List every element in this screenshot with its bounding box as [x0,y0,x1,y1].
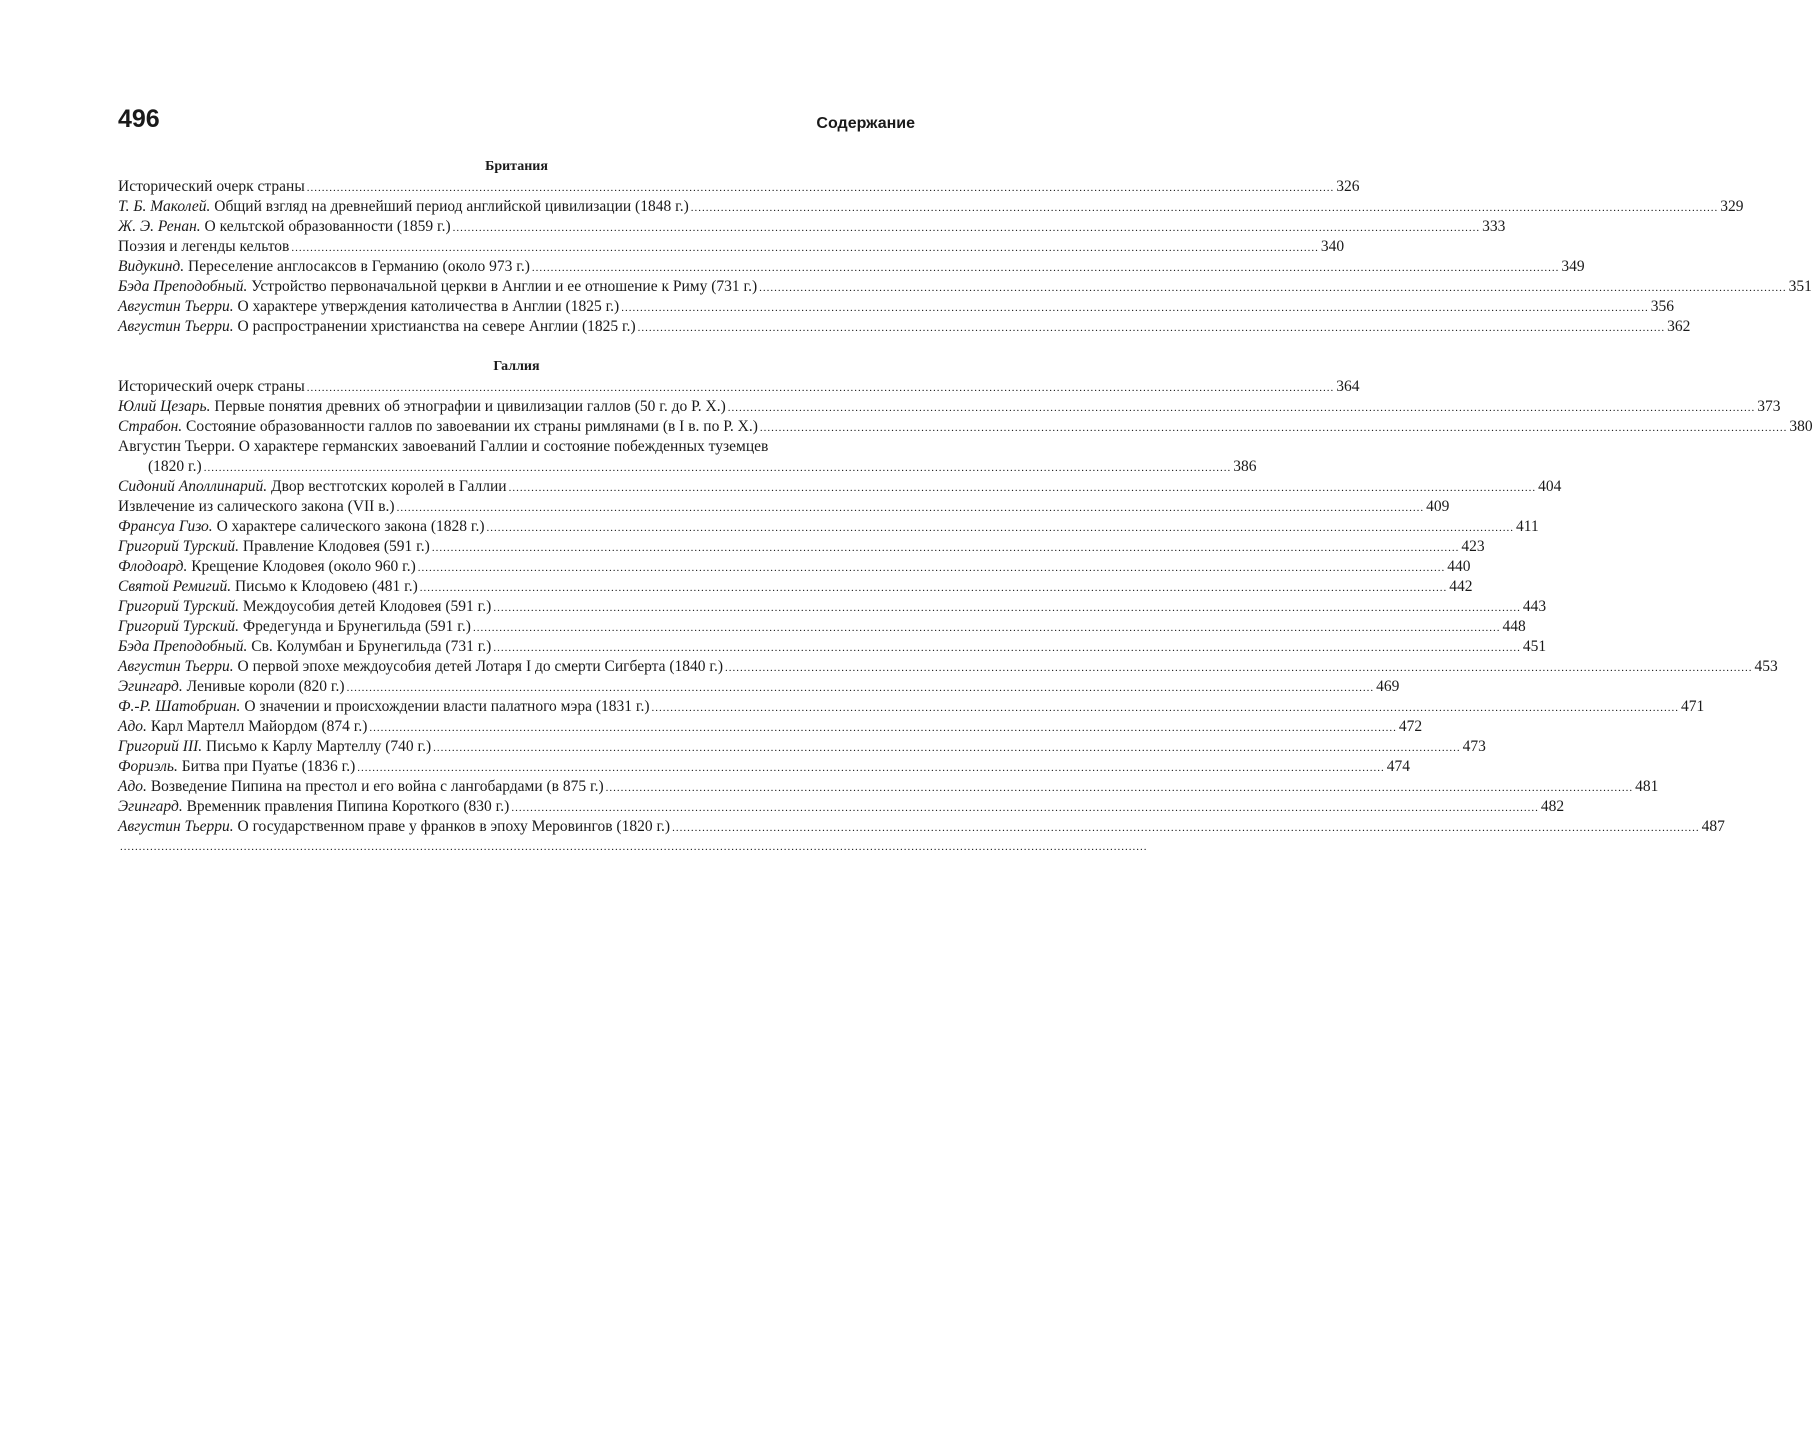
dot-leader [509,478,1537,498]
entry-author: Августин Тьерри. [118,298,234,315]
dot-leader [433,738,1461,758]
entry-page-number: 326 [1336,178,1360,195]
entry-page-number: 440 [1447,558,1471,575]
dot-leader [397,498,1425,518]
toc-entry [118,197,1744,217]
toc-entry [118,837,915,857]
entry-page-number: 471 [1681,698,1705,715]
entry-author: Видукинд. [118,258,185,275]
entry-author: Т. Б. Маколей. [118,198,211,215]
entry-title-text: Карл Мартелл Майордом (874 г.) [150,718,368,735]
entry-author: Ф.-Р. Шатобриан. [118,698,241,715]
entry-title [118,717,367,737]
entry-page-number: 487 [1701,818,1725,835]
entry-page-number: 351 [1788,278,1812,295]
dot-leader [638,318,1666,338]
entry-title [118,197,689,217]
entry-title-text: О значении и происхождении власти палатного мэра (1831 г.) [244,698,650,715]
entry-title-continuation: (1820 г.) [148,458,202,475]
dot-leader [728,398,1756,418]
dot-leader [347,678,1375,698]
entry-title [118,797,509,817]
dot-leader [652,698,1680,718]
entry-title [118,677,345,697]
entry-page-number: 362 [1667,318,1691,335]
entry-author: Августин Тьерри. [118,318,234,335]
entry-title-text: О первой эпохе междоусобия детей Лотаря I до смерти Сигберта (1840 г.) [237,658,724,675]
dot-leader [621,298,1649,318]
dot-leader [204,458,1232,478]
dot-leader [369,718,1397,738]
entry-title-text: О характере германских завоеваний Галлии и состояние побежденных туземцев [238,438,769,455]
toc-entry [118,757,1411,777]
toc-section-britain [118,157,1812,337]
entry-page-number: 380 [1789,418,1813,435]
toc-entry [118,257,1585,277]
entry-title-text: Ленивые короли (820 г.) [186,678,345,695]
running-title: Содержание [816,115,915,132]
dot-leader [691,198,1719,218]
entry-title [118,257,530,277]
toc-entry [118,737,1486,757]
entry-title [118,277,757,297]
entry-page-number: 481 [1635,778,1659,795]
entry-page-number: 423 [1461,538,1485,555]
entry-page-number: 364 [1336,378,1360,395]
dot-leader [532,258,1560,278]
dot-leader [725,658,1753,678]
entry-title [118,317,636,337]
section-heading: Британия [485,159,548,174]
entry-page-number: 469 [1376,678,1400,695]
entry-title [118,637,491,657]
dot-leader [493,598,1521,618]
toc-entry [118,597,1547,617]
entry-title-text: Возведение Пипина на престол и его война с лангобардами (в 875 г.) [150,778,604,795]
entry-title-text: Битва при Пуатье (1836 г.) [181,758,356,775]
entry-author: Августин Тьерри. [118,438,235,455]
entry-page-number: 409 [1426,498,1450,515]
toc-entry [118,777,1659,797]
entry-author: Бэда Преподобный. [118,638,248,655]
dot-leader [487,518,1515,538]
entry-title [118,497,395,517]
entry-page-number: 386 [1233,458,1257,475]
dot-leader [120,837,1148,857]
entry-title-text: Крещение Клодовея (около 960 г.) [191,558,416,575]
dot-leader [291,238,1319,258]
entry-title-text: Переселение англосаксов в Германию (около 973 г.) [188,258,530,275]
entry-title-text: Письмо к Карлу Мартеллу (740 г.) [206,738,432,755]
entry-title-text: Исторический очерк страны [118,378,305,395]
entry-author: Юлий Цезарь. [118,398,211,415]
toc-entry [118,237,1345,257]
dot-leader [672,818,1700,838]
toc-entry [118,637,1547,657]
toc-entry [118,277,1812,297]
toc-entry [118,177,1360,197]
entry-author: Эгингард. [118,798,183,815]
toc-entry [118,217,1506,237]
entry-page-number: 373 [1757,398,1781,415]
toc-entry [118,617,1526,637]
entry-title [118,177,305,197]
entry-title-text: О характере салического закона (1828 г.) [216,518,485,535]
entry-title-text: О характере утверждения католичества в Англии (1825 г.) [237,298,620,315]
dot-leader [760,418,1788,438]
dot-leader [493,638,1521,658]
entry-title-text: Извлечение из салического закона (VII в.) [118,498,395,515]
entry-page-number: 474 [1386,758,1411,775]
entry-author: Григорий Турский. [118,538,239,555]
toc-entry [118,417,1813,437]
dot-leader [759,278,1787,298]
entry-title-text: Правление Клодовея (591 г.) [242,538,430,555]
entry-title [118,417,758,437]
entry-title-text: Устройство первоначальной церкви в Англии и ее отношение к Риму (731 г.) [251,278,758,295]
entry-page-number: 472 [1398,718,1423,735]
table-of-contents [118,157,1813,857]
entry-title [118,657,723,677]
toc-section-gaul [118,357,1813,857]
entry-title [118,297,619,317]
entry-title [118,817,670,837]
toc-entry [118,717,1423,737]
page-number: 496 [118,105,160,133]
entry-title-text: О государственном праве у франков в эпоху Меровингов (1820 г.) [237,818,671,835]
entry-page-number: 349 [1561,258,1585,275]
entry-title-text: Состояние образованности галлов по завоевании их страны римлянами (в I в. по Р. Х.) [186,418,758,435]
entry-title [118,217,451,237]
dot-leader [418,558,1446,578]
entry-author: Страбон. [118,418,183,435]
entry-author: Августин Тьерри. [118,818,234,835]
entry-title [118,577,418,597]
toc-entry [118,477,1562,497]
entry-title-text: Письмо к Клодовею (481 г.) [234,578,418,595]
entry-title [118,437,915,457]
entry-page-number: 411 [1516,518,1539,535]
page-header [118,104,915,140]
entry-title [118,537,430,557]
entry-title-text: Междоусобия детей Клодовея (591 г.) [242,598,492,615]
dot-leader [606,778,1634,798]
entry-page-number: 453 [1754,658,1778,675]
entry-author: Бэда Преподобный. [118,278,248,295]
entry-title-text: Фредегунда и Брунегильда (591 г.) [242,618,471,635]
entry-title-text: О распространении христианства на севере Англии (1825 г.) [237,318,636,335]
entry-continuation-line [118,457,1257,477]
toc-entry [118,677,1400,697]
entry-page-number: 451 [1522,638,1547,655]
entry-page-number: 482 [1540,798,1565,815]
entry-author: Флодоард. [118,558,188,575]
entry-title [118,377,305,397]
section-heading: Галлия [493,359,540,374]
entry-page-number: 448 [1502,618,1526,635]
entry-author: Франсуа Гизо. [118,518,213,535]
entry-page-number: 404 [1538,478,1562,495]
entry-page-number: 443 [1522,598,1547,615]
entry-page-number: 333 [1482,218,1506,235]
dot-leader [357,758,1385,778]
entry-title [118,757,355,777]
entry-author: Григорий III. [118,738,203,755]
entry-title [118,477,507,497]
entry-author: Адо. [118,718,147,735]
entry-title [118,557,416,577]
toc-entry [118,657,1778,677]
entry-title-text: Временник правления Пипина Короткого (830 г.) [186,798,510,815]
entry-title [118,697,650,717]
entry-title-text: Поэзия и легенды кельтов [118,238,290,255]
entry-author: Эгингард. [118,678,183,695]
entry-title [118,617,471,637]
entry-title [118,597,491,617]
toc-entry [118,317,1691,337]
toc-entry [118,397,1781,417]
entry-page-number: 329 [1720,198,1744,215]
toc-entry [118,697,1705,717]
entry-page-number: 356 [1650,298,1674,315]
entry-author: Григорий Турский. [118,598,239,615]
toc-entry [118,577,1473,597]
toc-entry [118,557,1471,577]
entry-page-number: 473 [1462,738,1486,755]
dot-leader [432,538,1460,558]
toc-entry [118,517,1539,537]
entry-title [118,777,604,797]
entry-author: Августин Тьерри. [118,658,234,675]
toc-entry [118,537,1485,557]
entry-title [118,397,726,417]
dot-leader [420,578,1448,598]
entry-page-number: 340 [1320,238,1345,255]
entry-author: Ж. Э. Ренан. [118,218,201,235]
entry-author: Адо. [118,778,147,795]
dot-leader [307,178,1335,198]
entry-title-text: Первые понятия древних об этнографии и цивилизации галлов (50 г. до Р. Х.) [214,398,726,415]
entry-title [118,237,289,257]
toc-entry [118,497,1450,517]
entry-title [118,517,485,537]
dot-leader [473,618,1501,638]
entry-title [118,737,431,757]
entry-title-text: Общий взгляд на древнейший период английской цивилизации (1848 г.) [214,198,689,215]
entry-author: Сидоний Аполлинарий. [118,478,268,495]
toc-entry [118,437,1257,477]
entry-title-text: Исторический очерк страны [118,178,305,195]
entry-page-number: 442 [1449,578,1473,595]
toc-entry [118,817,1725,837]
dot-leader [307,378,1335,398]
dot-leader [511,798,1539,818]
entry-author: Фориэль. [118,758,178,775]
entry-title-text: Двор вестготских королей в Галлии [271,478,507,495]
entry-author: Григорий Турский. [118,618,239,635]
toc-entry [118,297,1674,317]
toc-entry [118,377,1360,397]
dot-leader [453,218,1481,238]
entry-title-text: Св. Колумбан и Брунегильда (731 г.) [251,638,492,655]
entry-author: Святой Ремигий. [118,578,232,595]
entry-title-text: О кельтской образованности (1859 г.) [204,218,451,235]
toc-entry [118,797,1565,817]
